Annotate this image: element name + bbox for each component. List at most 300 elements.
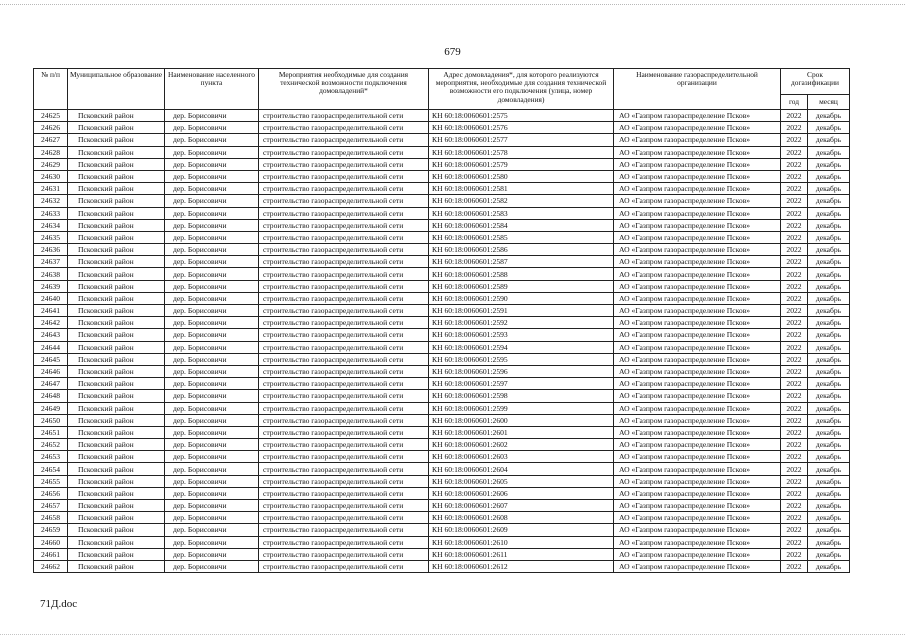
- cell-num: 24655: [34, 475, 68, 487]
- cell-gas-org: АО «Газпром газораспределение Псков»: [614, 268, 781, 280]
- cell-year: 2022: [781, 500, 808, 512]
- cell-gas-org: АО «Газпром газораспределение Псков»: [614, 183, 781, 195]
- cell-locality: дер. Борисовичи: [165, 292, 259, 304]
- cell-measures: строительство газораспределительной сети: [259, 378, 429, 390]
- table-row: [34, 512, 850, 524]
- cell-gas-org: АО «Газпром газораспределение Псков»: [614, 329, 781, 341]
- table-row: [34, 292, 850, 304]
- cell-locality: дер. Борисовичи: [165, 475, 259, 487]
- cell-year: 2022: [781, 560, 808, 572]
- table-row: [34, 195, 850, 207]
- cell-num: 24637: [34, 256, 68, 268]
- cell-num: 24644: [34, 341, 68, 353]
- cell-month: декабрь: [808, 475, 850, 487]
- table-row: [34, 536, 850, 548]
- cell-locality: дер. Борисовичи: [165, 195, 259, 207]
- cell-address: КН 60:18:0060601:2575: [429, 110, 614, 122]
- cell-address: КН 60:18:0060601:2605: [429, 475, 614, 487]
- cell-locality: дер. Борисовичи: [165, 170, 259, 182]
- table-row: [34, 426, 850, 438]
- cell-locality: дер. Борисовичи: [165, 426, 259, 438]
- cell-gas-org: АО «Газпром газораспределение Псков»: [614, 548, 781, 560]
- cell-gas-org: АО «Газпром газораспределение Псков»: [614, 378, 781, 390]
- table-row: [34, 439, 850, 451]
- cell-year: 2022: [781, 487, 808, 499]
- cell-gas-org: АО «Газпром газораспределение Псков»: [614, 475, 781, 487]
- cell-gas-org: АО «Газпром газораспределение Псков»: [614, 195, 781, 207]
- cell-month: декабрь: [808, 292, 850, 304]
- cell-num: 24649: [34, 402, 68, 414]
- cell-num: 24634: [34, 219, 68, 231]
- cell-month: декабрь: [808, 317, 850, 329]
- cell-year: 2022: [781, 536, 808, 548]
- table-row: [34, 365, 850, 377]
- cell-gas-org: АО «Газпром газораспределение Псков»: [614, 536, 781, 548]
- cell-municipality: Псковский район: [68, 365, 165, 377]
- cell-gas-org: АО «Газпром газораспределение Псков»: [614, 487, 781, 499]
- table-row: [34, 378, 850, 390]
- cell-month: декабрь: [808, 244, 850, 256]
- cell-locality: дер. Борисовичи: [165, 500, 259, 512]
- table-row: [34, 500, 850, 512]
- cell-month: декабрь: [808, 134, 850, 146]
- cell-gas-org: АО «Газпром газораспределение Псков»: [614, 292, 781, 304]
- cell-gas-org: АО «Газпром газораспределение Псков»: [614, 463, 781, 475]
- cell-year: 2022: [781, 365, 808, 377]
- cell-gas-org: АО «Газпром газораспределение Псков»: [614, 390, 781, 402]
- footer-filename: 71Д.doc: [40, 598, 78, 610]
- table-row: [34, 317, 850, 329]
- cell-address: КН 60:18:0060601:2577: [429, 134, 614, 146]
- cell-address: КН 60:18:0060601:2608: [429, 512, 614, 524]
- cell-year: 2022: [781, 451, 808, 463]
- cell-month: декабрь: [808, 110, 850, 122]
- table-row: [34, 158, 850, 170]
- cell-address: КН 60:18:0060601:2597: [429, 378, 614, 390]
- cell-address: КН 60:18:0060601:2592: [429, 317, 614, 329]
- cell-month: декабрь: [808, 183, 850, 195]
- cell-locality: дер. Борисовичи: [165, 560, 259, 572]
- cell-month: декабрь: [808, 500, 850, 512]
- cell-num: 24661: [34, 548, 68, 560]
- cell-year: 2022: [781, 439, 808, 451]
- cell-year: 2022: [781, 110, 808, 122]
- cell-gas-org: АО «Газпром газораспределение Псков»: [614, 426, 781, 438]
- cell-measures: строительство газораспределительной сети: [259, 231, 429, 243]
- cell-gas-org: АО «Газпром газораспределение Псков»: [614, 134, 781, 146]
- cell-year: 2022: [781, 292, 808, 304]
- cell-gas-org: АО «Газпром газораспределение Псков»: [614, 414, 781, 426]
- table-row: [34, 219, 850, 231]
- cell-measures: строительство газораспределительной сети: [259, 195, 429, 207]
- cell-address: КН 60:18:0060601:2591: [429, 305, 614, 317]
- cell-gas-org: АО «Газпром газораспределение Псков»: [614, 122, 781, 134]
- cell-num: 24626: [34, 122, 68, 134]
- cell-month: декабрь: [808, 365, 850, 377]
- cell-gas-org: АО «Газпром газораспределение Псков»: [614, 110, 781, 122]
- cell-locality: дер. Борисовичи: [165, 536, 259, 548]
- table-row: [34, 463, 850, 475]
- cell-year: 2022: [781, 231, 808, 243]
- cell-address: КН 60:18:0060601:2590: [429, 292, 614, 304]
- cell-locality: дер. Борисовичи: [165, 378, 259, 390]
- table-container: [33, 68, 850, 573]
- cell-year: 2022: [781, 353, 808, 365]
- cell-measures: строительство газораспределительной сети: [259, 170, 429, 182]
- cell-year: 2022: [781, 378, 808, 390]
- cell-locality: дер. Борисовичи: [165, 146, 259, 158]
- cell-locality: дер. Борисовичи: [165, 268, 259, 280]
- cell-measures: строительство газораспределительной сети: [259, 390, 429, 402]
- cell-month: декабрь: [808, 439, 850, 451]
- cell-num: 24650: [34, 414, 68, 426]
- table-row: [34, 390, 850, 402]
- cell-year: 2022: [781, 475, 808, 487]
- cell-num: 24662: [34, 560, 68, 572]
- cell-gas-org: АО «Газпром газораспределение Псков»: [614, 512, 781, 524]
- cell-month: декабрь: [808, 170, 850, 182]
- table-body: [34, 110, 850, 573]
- cell-measures: строительство газораспределительной сети: [259, 463, 429, 475]
- cell-measures: строительство газораспределительной сети: [259, 365, 429, 377]
- cell-locality: дер. Борисовичи: [165, 341, 259, 353]
- cell-month: декабрь: [808, 426, 850, 438]
- cell-municipality: Псковский район: [68, 134, 165, 146]
- cell-month: декабрь: [808, 524, 850, 536]
- cell-locality: дер. Борисовичи: [165, 487, 259, 499]
- cell-year: 2022: [781, 329, 808, 341]
- cell-municipality: Псковский район: [68, 451, 165, 463]
- cell-month: декабрь: [808, 487, 850, 499]
- cell-gas-org: АО «Газпром газораспределение Псков»: [614, 341, 781, 353]
- cell-municipality: Псковский район: [68, 244, 165, 256]
- cell-address: КН 60:18:0060601:2595: [429, 353, 614, 365]
- cell-month: декабрь: [808, 122, 850, 134]
- cell-address: КН 60:18:0060601:2606: [429, 487, 614, 499]
- cell-municipality: Псковский район: [68, 219, 165, 231]
- cell-month: декабрь: [808, 378, 850, 390]
- cell-measures: строительство газораспределительной сети: [259, 207, 429, 219]
- cell-num: 24630: [34, 170, 68, 182]
- gasification-table: [33, 68, 850, 573]
- cell-month: декабрь: [808, 512, 850, 524]
- table-row: [34, 268, 850, 280]
- table-row: [34, 353, 850, 365]
- cell-municipality: Псковский район: [68, 341, 165, 353]
- cell-locality: дер. Борисовичи: [165, 134, 259, 146]
- cell-locality: дер. Борисовичи: [165, 512, 259, 524]
- table-row: [34, 560, 850, 572]
- cell-locality: дер. Борисовичи: [165, 256, 259, 268]
- cell-measures: строительство газораспределительной сети: [259, 110, 429, 122]
- cell-month: декабрь: [808, 268, 850, 280]
- cell-locality: дер. Борисовичи: [165, 207, 259, 219]
- table-row: [34, 548, 850, 560]
- cell-month: декабрь: [808, 560, 850, 572]
- cell-measures: строительство газораспределительной сети: [259, 402, 429, 414]
- table-row: [34, 256, 850, 268]
- cell-municipality: Псковский район: [68, 463, 165, 475]
- cell-year: 2022: [781, 146, 808, 158]
- cell-year: 2022: [781, 268, 808, 280]
- table-row: [34, 146, 850, 158]
- cell-num: 24648: [34, 390, 68, 402]
- cell-address: КН 60:18:0060601:2576: [429, 122, 614, 134]
- cell-locality: дер. Борисовичи: [165, 439, 259, 451]
- cell-municipality: Псковский район: [68, 414, 165, 426]
- cell-municipality: Псковский район: [68, 158, 165, 170]
- cell-address: КН 60:18:0060601:2584: [429, 219, 614, 231]
- cell-municipality: Псковский район: [68, 500, 165, 512]
- cell-measures: строительство газораспределительной сети: [259, 487, 429, 499]
- cell-municipality: Псковский район: [68, 487, 165, 499]
- table-row: [34, 183, 850, 195]
- cell-municipality: Псковский район: [68, 548, 165, 560]
- cell-municipality: Псковский район: [68, 207, 165, 219]
- header-measures: Мероприятия необходимые для создания технической возможности подключения домовладений*: [259, 69, 429, 110]
- header-num: № п/п: [34, 69, 68, 110]
- cell-month: декабрь: [808, 195, 850, 207]
- cell-gas-org: АО «Газпром газораспределение Псков»: [614, 280, 781, 292]
- cell-municipality: Псковский район: [68, 536, 165, 548]
- table-row: [34, 414, 850, 426]
- cell-measures: строительство газораспределительной сети: [259, 134, 429, 146]
- cell-address: КН 60:18:0060601:2582: [429, 195, 614, 207]
- cell-num: 24660: [34, 536, 68, 548]
- cell-municipality: Псковский район: [68, 512, 165, 524]
- cell-num: 24628: [34, 146, 68, 158]
- cell-locality: дер. Борисовичи: [165, 548, 259, 560]
- table-row: [34, 122, 850, 134]
- table-row: [34, 134, 850, 146]
- cell-municipality: Псковский район: [68, 231, 165, 243]
- cell-locality: дер. Борисовичи: [165, 219, 259, 231]
- cell-measures: строительство газораспределительной сети: [259, 329, 429, 341]
- cell-address: КН 60:18:0060601:2596: [429, 365, 614, 377]
- cell-month: декабрь: [808, 353, 850, 365]
- cell-address: КН 60:18:0060601:2601: [429, 426, 614, 438]
- cell-gas-org: АО «Газпром газораспределение Псков»: [614, 402, 781, 414]
- cell-municipality: Псковский район: [68, 256, 165, 268]
- cell-month: декабрь: [808, 390, 850, 402]
- header-locality: Наименование населенного пункта: [165, 69, 259, 110]
- table-row: [34, 207, 850, 219]
- cell-year: 2022: [781, 122, 808, 134]
- cell-measures: строительство газораспределительной сети: [259, 451, 429, 463]
- cell-measures: строительство газораспределительной сети: [259, 122, 429, 134]
- cell-address: КН 60:18:0060601:2593: [429, 329, 614, 341]
- cell-address: КН 60:18:0060601:2598: [429, 390, 614, 402]
- cell-municipality: Псковский район: [68, 524, 165, 536]
- cell-num: 24646: [34, 365, 68, 377]
- table-row: [34, 341, 850, 353]
- cell-measures: строительство газораспределительной сети: [259, 426, 429, 438]
- cell-month: декабрь: [808, 329, 850, 341]
- cell-gas-org: АО «Газпром газораспределение Псков»: [614, 439, 781, 451]
- table-header: [34, 69, 850, 110]
- cell-num: 24656: [34, 487, 68, 499]
- cell-num: 24657: [34, 500, 68, 512]
- cell-num: 24635: [34, 231, 68, 243]
- cell-measures: строительство газораспределительной сети: [259, 305, 429, 317]
- cell-measures: строительство газораспределительной сети: [259, 280, 429, 292]
- cell-measures: строительство газораспределительной сети: [259, 292, 429, 304]
- cell-municipality: Псковский район: [68, 146, 165, 158]
- cell-measures: строительство газораспределительной сети: [259, 183, 429, 195]
- cell-gas-org: АО «Газпром газораспределение Псков»: [614, 170, 781, 182]
- cell-address: КН 60:18:0060601:2580: [429, 170, 614, 182]
- cell-municipality: Псковский район: [68, 195, 165, 207]
- cell-address: КН 60:18:0060601:2587: [429, 256, 614, 268]
- cell-num: 24625: [34, 110, 68, 122]
- cell-municipality: Псковский район: [68, 475, 165, 487]
- cell-month: декабрь: [808, 463, 850, 475]
- cell-month: декабрь: [808, 414, 850, 426]
- cell-num: 24632: [34, 195, 68, 207]
- cell-address: КН 60:18:0060601:2602: [429, 439, 614, 451]
- cell-address: КН 60:18:0060601:2589: [429, 280, 614, 292]
- cell-address: КН 60:18:0060601:2579: [429, 158, 614, 170]
- cell-measures: строительство газораспределительной сети: [259, 548, 429, 560]
- cell-gas-org: АО «Газпром газораспределение Псков»: [614, 305, 781, 317]
- header-municipality: Муниципальное образование: [68, 69, 165, 110]
- cell-locality: дер. Борисовичи: [165, 329, 259, 341]
- cell-month: декабрь: [808, 451, 850, 463]
- cell-month: декабрь: [808, 207, 850, 219]
- table-row: [34, 475, 850, 487]
- cell-address: КН 60:18:0060601:2603: [429, 451, 614, 463]
- cell-locality: дер. Борисовичи: [165, 463, 259, 475]
- table-row: [34, 170, 850, 182]
- cell-locality: дер. Борисовичи: [165, 524, 259, 536]
- table-row: [34, 451, 850, 463]
- table-row: [34, 244, 850, 256]
- header-term: Срок догазификации: [781, 69, 850, 95]
- cell-gas-org: АО «Газпром газораспределение Псков»: [614, 451, 781, 463]
- cell-year: 2022: [781, 256, 808, 268]
- cell-num: 24651: [34, 426, 68, 438]
- cell-num: 24641: [34, 305, 68, 317]
- cell-locality: дер. Борисовичи: [165, 244, 259, 256]
- cell-year: 2022: [781, 317, 808, 329]
- cell-year: 2022: [781, 414, 808, 426]
- cell-year: 2022: [781, 244, 808, 256]
- cell-locality: дер. Борисовичи: [165, 451, 259, 463]
- cell-address: КН 60:18:0060601:2585: [429, 231, 614, 243]
- cell-municipality: Псковский район: [68, 292, 165, 304]
- cell-num: 24645: [34, 353, 68, 365]
- cell-municipality: Псковский район: [68, 183, 165, 195]
- cell-municipality: Псковский район: [68, 329, 165, 341]
- cell-month: декабрь: [808, 305, 850, 317]
- cell-address: КН 60:18:0060601:2610: [429, 536, 614, 548]
- cell-year: 2022: [781, 463, 808, 475]
- table-row: [34, 524, 850, 536]
- cell-measures: строительство газораспределительной сети: [259, 560, 429, 572]
- cell-year: 2022: [781, 390, 808, 402]
- cell-municipality: Псковский район: [68, 170, 165, 182]
- cell-year: 2022: [781, 305, 808, 317]
- cell-num: 24639: [34, 280, 68, 292]
- cell-year: 2022: [781, 134, 808, 146]
- cell-year: 2022: [781, 207, 808, 219]
- table-row: [34, 231, 850, 243]
- cell-num: 24659: [34, 524, 68, 536]
- cell-locality: дер. Борисовичи: [165, 183, 259, 195]
- cell-year: 2022: [781, 402, 808, 414]
- cell-gas-org: АО «Газпром газораспределение Псков»: [614, 219, 781, 231]
- cell-locality: дер. Борисовичи: [165, 365, 259, 377]
- cell-municipality: Псковский район: [68, 110, 165, 122]
- cell-num: 24636: [34, 244, 68, 256]
- cell-gas-org: АО «Газпром газораспределение Псков»: [614, 231, 781, 243]
- cell-address: КН 60:18:0060601:2588: [429, 268, 614, 280]
- cell-num: 24642: [34, 317, 68, 329]
- table-row: [34, 402, 850, 414]
- cell-year: 2022: [781, 195, 808, 207]
- cell-locality: дер. Борисовичи: [165, 390, 259, 402]
- scan-edge-top: [0, 4, 905, 6]
- cell-year: 2022: [781, 183, 808, 195]
- cell-num: 24640: [34, 292, 68, 304]
- cell-locality: дер. Борисовичи: [165, 110, 259, 122]
- cell-municipality: Псковский район: [68, 305, 165, 317]
- cell-address: КН 60:18:0060601:2586: [429, 244, 614, 256]
- cell-gas-org: АО «Газпром газораспределение Псков»: [614, 256, 781, 268]
- cell-locality: дер. Борисовичи: [165, 353, 259, 365]
- cell-address: КН 60:18:0060601:2611: [429, 548, 614, 560]
- cell-month: декабрь: [808, 231, 850, 243]
- cell-municipality: Псковский район: [68, 122, 165, 134]
- cell-year: 2022: [781, 426, 808, 438]
- cell-year: 2022: [781, 341, 808, 353]
- cell-locality: дер. Борисовичи: [165, 122, 259, 134]
- cell-month: декабрь: [808, 256, 850, 268]
- cell-month: декабрь: [808, 158, 850, 170]
- cell-address: КН 60:18:0060601:2599: [429, 402, 614, 414]
- cell-address: КН 60:18:0060601:2609: [429, 524, 614, 536]
- cell-gas-org: АО «Газпром газораспределение Псков»: [614, 146, 781, 158]
- cell-measures: строительство газораспределительной сети: [259, 475, 429, 487]
- cell-gas-org: АО «Газпром газораспределение Псков»: [614, 353, 781, 365]
- cell-address: КН 60:18:0060601:2600: [429, 414, 614, 426]
- cell-num: 24629: [34, 158, 68, 170]
- cell-num: 24631: [34, 183, 68, 195]
- header-address: Адрес домовладения*, для которого реализуются мероприятия, необходимые для создания технической возможности его подключения (улица, номер домовладения): [429, 69, 614, 110]
- table-row: [34, 487, 850, 499]
- cell-gas-org: АО «Газпром газораспределение Псков»: [614, 317, 781, 329]
- cell-num: 24654: [34, 463, 68, 475]
- cell-address: КН 60:18:0060601:2607: [429, 500, 614, 512]
- cell-address: КН 60:18:0060601:2612: [429, 560, 614, 572]
- page-number: 679: [444, 46, 461, 58]
- cell-measures: строительство газораспределительной сети: [259, 341, 429, 353]
- cell-measures: строительство газораспределительной сети: [259, 512, 429, 524]
- cell-measures: строительство газораспределительной сети: [259, 524, 429, 536]
- cell-measures: строительство газораспределительной сети: [259, 268, 429, 280]
- cell-num: 24638: [34, 268, 68, 280]
- cell-month: декабрь: [808, 548, 850, 560]
- cell-municipality: Псковский район: [68, 353, 165, 365]
- table-row: [34, 305, 850, 317]
- cell-measures: строительство газораспределительной сети: [259, 353, 429, 365]
- cell-month: декабрь: [808, 146, 850, 158]
- cell-municipality: Псковский район: [68, 402, 165, 414]
- cell-year: 2022: [781, 280, 808, 292]
- cell-num: 24633: [34, 207, 68, 219]
- cell-gas-org: АО «Газпром газораспределение Псков»: [614, 500, 781, 512]
- cell-gas-org: АО «Газпром газораспределение Псков»: [614, 158, 781, 170]
